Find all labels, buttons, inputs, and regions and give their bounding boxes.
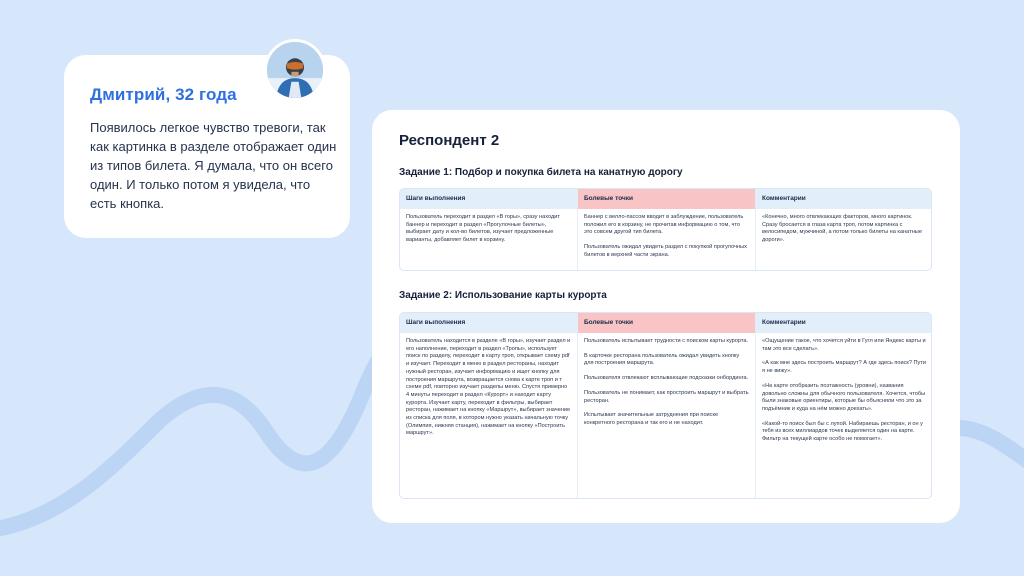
task1-pain-item: Баннер с велло-пассом вводит в заблуждение, пользователь положил его в корзину, не прочитав информацию о том, что это совсем другой тип билета. [584,214,744,236]
persona-name: Дмитрий, 32 года [90,85,237,104]
task1-table [399,188,932,271]
task1-comment-text: «Конечно, много отвлекающих факторов, много картинок. Сразу бросается в глаза карта троп, потом картинка с велосипедом, мужчиной, а потом только билеты на канатные дороги». [762,214,922,244]
persona-quote: Появилось легкое чувство тревоги, так как картинка в разделе отображает один из типов билета. Я думала, что он всего один. И только потом я увидела, что есть кнопка. [90,120,337,211]
task2-comment-item: «На карте отобразить поэтажность (уровни), названия довольно сложны для обычного пользователя. Хочется, чтобы были знаковые ориентиры, которые бы объясняли что это за подъёмник и куда на нём можно доехать». [762,382,926,412]
task1-title: Задание 1: Подбор и покупка билета на канатную дорогу [399,167,683,178]
task2-comment-item: «Ощущение такое, что хочется уйти в Гугл или Яндекс карты и там это все сделать». [762,338,926,352]
task1-pain-item: Пользователь ожидал увидеть раздел с покупкой прогулочных билетов в верхней части экрана. [584,244,747,258]
task1-header-comments: Комментарии [755,189,932,209]
task2-title: Задание 2: Использование карты курорта [399,290,607,301]
task2-header-steps: Шаги выполнения [400,313,577,333]
task2-comments-cell [755,333,932,498]
task1-header-pain: Болевые точки [577,189,755,209]
task2-pain-item: Испытывает значительные затруднения при поиске конкретного ресторана и так его и не находит. [584,412,719,426]
task2-steps-cell [400,333,577,498]
task2-comment-item: «Какой-то поиск был бы с лупой. Набираешь ресторан, и он у тебя из всех миллиардов точек выделяется один на карте. Фильтр на текущей карте особо не помогает». [762,420,923,443]
skier-photo-icon [267,42,323,98]
task2-header-comments: Комментарии [755,313,932,333]
task1-steps-cell [400,209,577,270]
avatar [264,39,326,101]
task2-pain-item: Пользователь испытывает трудности с поиском карты курорта. [584,338,749,344]
task1-comments-cell [755,209,932,270]
respondent-title: Респондент 2 [399,132,500,149]
task2-table [399,312,932,499]
task1-header-steps: Шаги выполнения [400,189,577,209]
task2-pain-cell [577,333,755,498]
task2-comment-item: «А как мне здесь построить маршрут? А где здесь поиск? Пути я не вижу». [762,360,927,375]
task1-pain-cell [577,209,755,270]
research-card [372,110,960,523]
task2-header-pain: Болевые точки [577,313,755,333]
task2-pain-item: Пользователя отвлекают всплывающие подсказки онбординга. [584,375,749,382]
task2-steps-text: Пользователь находится в разделе «В горы», изучает раздел и его наполнение, переходит в раздел «Тропы», использует поиск по разделу, переходит в карту троп, открывает схему pdf и изучает. Переходит в меню в раздел рестораны, находит нужный ресторан, изучает информацию и ищет кнопку для построения маршрута, возвращается снова к карте троп и т схеме pdf, повторно изучает разделы меню. Спустя примерно 4 минуты переходит в раздел «Курорт» и находит карту курорта. Изучает карту, переходит в фильтры, выбирает ресторан, нажимает на кнопку «Маршрут», выбирает значение из списка для поля, в котором нужно указать начальную точку (Олимпия, нижняя станция), нажимает на кнопку «Построить маршрут». [406,338,571,437]
task2-pain-item: В карточке ресторана пользователь ожидал увидеть кнопку для построения маршрута. [584,352,740,367]
task1-steps-text: Пользователь переходит в раздел «В горы», сразу находит баннер и переходит в раздел «Прогулочные билеты», выбирает дату и кол-во билетов, изучает предложенные варианты, добавляет билет в корзину. [406,214,560,244]
task2-pain-item: Пользователь не понимает, как простроить маршрут и выбрать ресторан. [584,389,749,404]
